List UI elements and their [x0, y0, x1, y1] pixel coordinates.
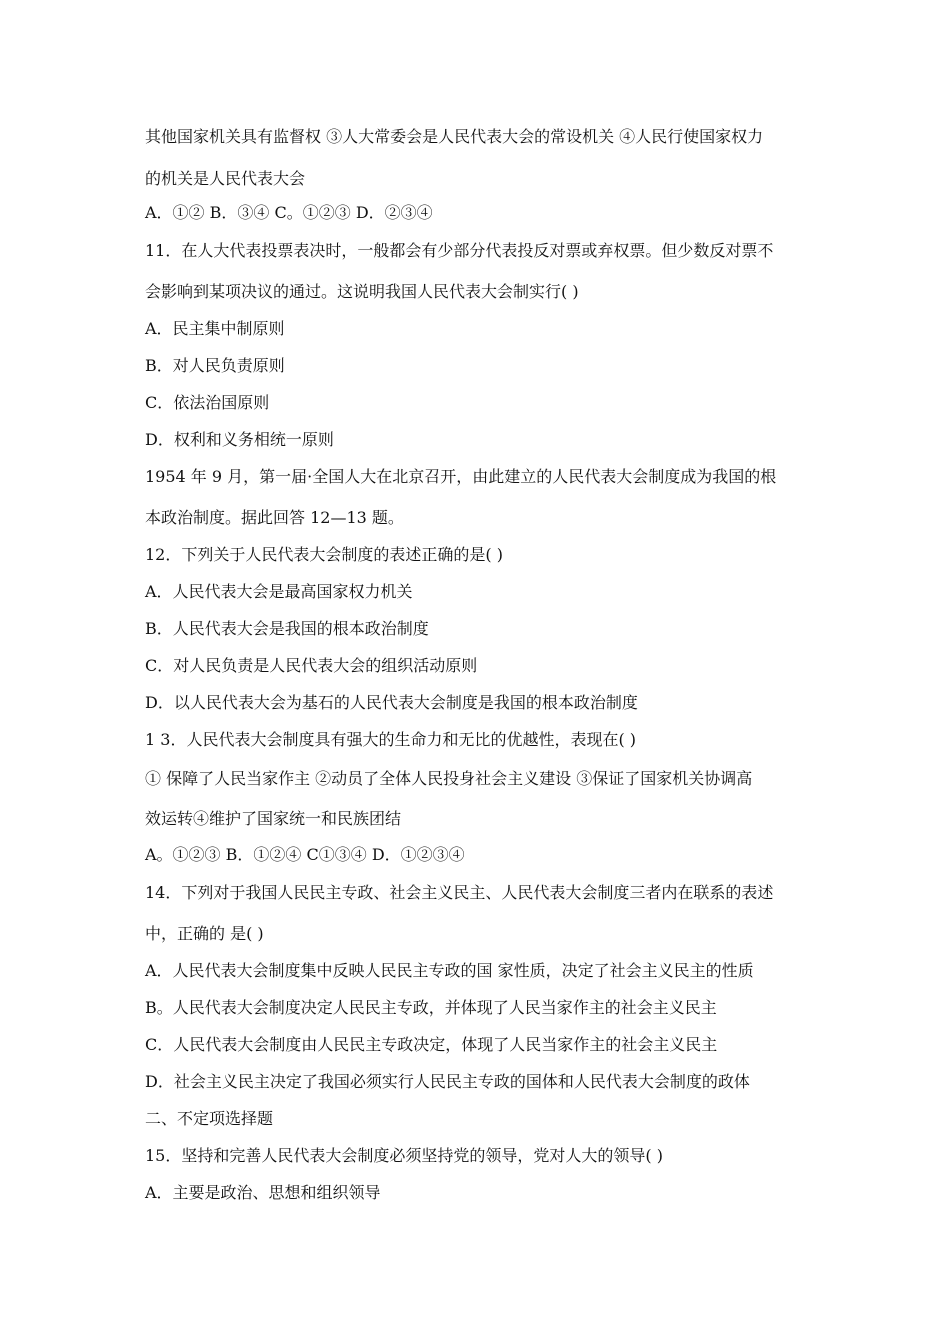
question-13: 1 3．人民代表大会制度具有强大的生命力和无比的优越性，表现在( ) — [145, 730, 637, 749]
option-c: C．依法治国原则 — [145, 393, 270, 412]
passage-text: 1954 年 9 月，第一届·全国人大在北京召开，由此建立的人民代表大会制度成为我国的根 — [145, 467, 777, 486]
option-b: B．人民代表大会是我国的根本政治制度 — [145, 619, 429, 638]
text-line: ① 保障了人民当家作主 ②动员了全体人民投身社会主义建设 ③保证了国家机关协调高 — [145, 769, 753, 788]
question-15: 15．坚持和完善人民代表大会制度必须坚持党的领导，党对人大的领导( ) — [145, 1146, 663, 1165]
option-line: A．①② B．③④ C。①②③ D．②③④ — [145, 203, 433, 222]
option-a: A．人民代表大会是最高国家权力机关 — [145, 582, 413, 601]
text-line: 效运转④维护了国家统一和民族团结 — [145, 809, 402, 828]
option-a: A．主要是政治、思想和组织领导 — [145, 1183, 381, 1202]
option-line: A。①②③ B．①②④ C①③④ D．①②③④ — [145, 845, 465, 864]
question-11: 11．在人大代表投票表决时，一般都会有少部分代表投反对票或弃权票。但少数反对票不 — [145, 241, 774, 260]
option-c: C．对人民负责是人民代表大会的组织活动原则 — [145, 656, 478, 675]
option-d: D．权利和义务相统一原则 — [145, 430, 334, 449]
passage-text: 本政治制度。据此回答 12—13 题。 — [145, 508, 404, 527]
text-line: 的机关是人民代表大会 — [145, 169, 306, 188]
option-a: A．民主集中制原则 — [145, 319, 285, 338]
option-b: B．对人民负责原则 — [145, 356, 285, 375]
option-a: A．人民代表大会制度集中反映人民民主专政的国 家性质，决定了社会主义民主的性质 — [145, 961, 754, 980]
option-d: D．以人民代表大会为基石的人民代表大会制度是我国的根本政治制度 — [145, 693, 638, 712]
option-b: B。人民代表大会制度决定人民民主专政，并体现了人民当家作主的社会主义民主 — [145, 998, 717, 1017]
text-line: 中，正确的 是( ) — [145, 924, 264, 943]
question-14: 14．下列对于我国人民民主专政、社会主义民主、人民代表大会制度三者内在联系的表述 — [145, 883, 774, 902]
option-d: D．社会主义民主决定了我国必须实行人民民主专政的国体和人民代表大会制度的政体 — [145, 1072, 750, 1091]
text-line: 其他国家机关具有监督权 ③人大常委会是人民代表大会的常设机关 ④人民行使国家权力 — [145, 127, 764, 146]
section-heading: 二、不定项选择题 — [145, 1109, 274, 1128]
text-line: 会影响到某项决议的通过。这说明我国人民代表大会制实行( ) — [145, 282, 579, 301]
question-12: 12．下列关于人民代表大会制度的表述正确的是( ) — [145, 545, 503, 564]
option-c: C．人民代表大会制度由人民民主专政决定，体现了人民当家作主的社会主义民主 — [145, 1035, 718, 1054]
